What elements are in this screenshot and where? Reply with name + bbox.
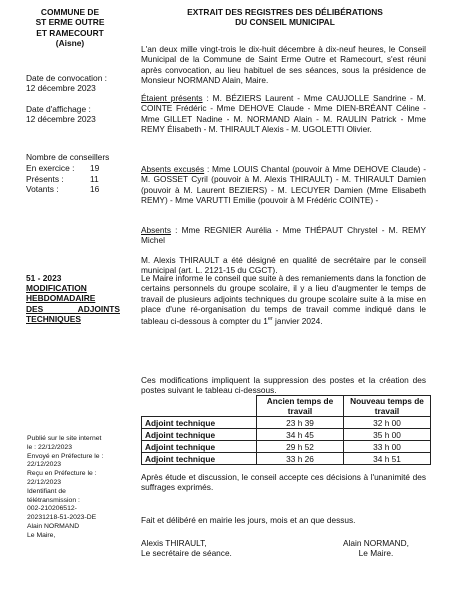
commune-line-1: COMMUNE DE (40, 7, 100, 17)
convocation-label: Date de convocation : (26, 73, 108, 83)
count-label: Votants : (26, 184, 59, 195)
commune-line-2: ST ERME OUTRE (35, 17, 105, 28)
count-row (26, 184, 99, 195)
table-cell-new: 33 h 00 (344, 441, 431, 453)
title-line-1: EXTRAIT DES REGISTRES DES DÉLIBÉRATIONS (187, 7, 383, 17)
publication-info (27, 435, 122, 541)
table-cell-old: 33 h 26 (257, 453, 344, 465)
posts-table (141, 395, 431, 465)
deliberation-title-line: TECHNIQUES (26, 314, 81, 325)
table-cell-new: 32 h 00 (344, 417, 431, 429)
count-value: 16 (90, 184, 100, 195)
closing-paragraph: Fait et délibéré en mairie les jours, mois et an que dessus. (141, 515, 356, 525)
conseillers-label: Nombre de conseillers (26, 152, 110, 162)
secretaire-paragraph: M. Alexis THIRAULT a été désigné en qualité de secrétaire par le conseil municipal (art. L. 2121-15 du CGCT). (141, 255, 426, 276)
conseillers-counts (26, 163, 99, 195)
deliberation-number: 51 - 2023 (26, 273, 62, 283)
presents-text: : M. BÉZIERS Laurent - Mme CAUJOLLE Sandrine - M. COINTE Frédéric - Mme DEHOVE Claude - Mme DIEN-BRÉANT Céline - Mme GILLET Nadine - M. NORMAND Alain - M. RAULIN Patrick - Mme REMY Élisabeth - M. THIRAULT Alexis - M. UGOLETTI Olivier. (141, 93, 426, 134)
commune-line-4: (Aisne) (55, 38, 85, 49)
count-value: 11 (90, 173, 99, 184)
table-cell-new: 34 h 51 (344, 453, 431, 465)
affichage-label: Date d'affichage : (26, 104, 91, 114)
table-cell-old: 29 h 52 (257, 441, 344, 453)
table-header-new: Nouveau temps de travail (344, 396, 431, 417)
commune-line-3: ET RAMECOURT (36, 27, 104, 38)
excuses-text: : Mme LOUIS Chantal (pouvoir à Mme DEHOVE Claude) - M. GOSSET Cyril (pouvoir à M. Alexis THIRAULT) - M. THIRAULT Damien (pouvoir à M. Laurent BEZIERS) - M. LECUYER Damien (Mme Elisabeth REMY) - Mme VARUTTI Emilie (pouvoir à M Frédéric COINTE) - (141, 164, 426, 205)
para1-text: Le Maire informe le conseil que suite à des remaniements dans la fonction de certains personnels du groupe scolaire, il y a lieu d'augmenter le temps de travail de plusieurs adjoints techniques du groupe scolaire suite à la mise en place d'une ré-organisation du temps de travail comme indiqué dans le tableau ci-dessous à compter du 1 (141, 273, 426, 326)
excuses-label: Absents excusés (141, 164, 205, 174)
secretary-name: Alexis THIRAULT, (141, 538, 207, 548)
table-cell-new: 35 h 00 (344, 429, 431, 441)
absents-label: Absents (141, 225, 171, 235)
deliberation-paragraph-2: Ces modifications impliquent la suppression des postes et la création des postes suivant le tableau ci-dessous. (141, 375, 426, 396)
affichage-date: 12 décembre 2023 (26, 114, 96, 125)
publication-line: Identifiant de (27, 487, 66, 495)
table-cell-old: 34 h 45 (257, 429, 344, 441)
publication-line: 22/12/2023 (27, 461, 62, 469)
publication-line: 20231218-51-2023-DE (27, 514, 97, 522)
table-row (142, 453, 431, 465)
table-cell-label: Adjoint technique (142, 417, 257, 429)
table-cell-old: 23 h 39 (257, 417, 344, 429)
document-title (145, 7, 425, 28)
publication-line: 22/12/2023 (27, 478, 62, 486)
deliberation-title (26, 283, 120, 325)
publication-line: Envoyé en Préfecture le : (27, 452, 104, 460)
excuses-paragraph (141, 164, 426, 205)
count-label: Présents : (26, 173, 64, 184)
table-cell-label: Adjoint technique (142, 453, 257, 465)
publication-line: 002-210206512- (27, 505, 77, 513)
publication-line: Reçu en Préfecture le : (27, 470, 97, 478)
table-row (142, 441, 431, 453)
absents-paragraph (141, 225, 426, 246)
count-row (26, 174, 99, 185)
count-value: 19 (90, 163, 100, 173)
count-label: En exercice : (26, 163, 75, 173)
publication-line: Le Maire, (27, 531, 56, 539)
table-header-old: Ancien temps de travail (257, 396, 344, 417)
convocation-date: 12 décembre 2023 (26, 83, 96, 94)
table-row (142, 429, 431, 441)
deliberation-title-line: HEBDOMADAIRE (26, 293, 96, 304)
publication-line: Alain NORMAND (27, 522, 80, 530)
secretary-signature (141, 538, 232, 559)
title-line-2: DU CONSEIL MUNICIPAL (235, 17, 335, 28)
deliberation-title-line: DES ADJOINTS (26, 303, 120, 314)
table-cell-label: Adjoint technique (142, 441, 257, 453)
decision-paragraph: Après étude et discussion, le conseil accepte ces décisions à l'unanimité des suffrages exprimés. (141, 472, 426, 493)
presents-paragraph (141, 93, 426, 134)
intro-paragraph: L'an deux mille vingt-trois le dix-huit décembre à dix-neuf heures, le Conseil Municipal de la Commune de Saint Erme Outre et Ramecourt, s'est réuni après convocation, au lieu habituel de ses séances, sous la présidence de Monsieur NORMAND Alain, Maire. (141, 44, 426, 85)
commune-header (22, 7, 118, 49)
publication-line: télétransmission : (27, 496, 80, 504)
publication-line: le : 22/12/2023 (27, 443, 72, 451)
presents-label: Étaient présents (141, 93, 203, 103)
mayor-name: Alain NORMAND, (343, 538, 409, 548)
count-row (26, 163, 99, 174)
convocation-block (26, 73, 107, 94)
secretary-role: Le secrétaire de séance. (141, 548, 232, 559)
deliberation-title-line: MODIFICATION (26, 283, 87, 293)
table-cell-label: Adjoint technique (142, 429, 257, 441)
table-header-row (142, 396, 431, 417)
table-header-blank (142, 396, 257, 417)
affichage-block (26, 104, 96, 125)
mayor-role: Le Maire. (358, 548, 394, 559)
absents-text: : Mme REGNIER Aurélia - Mme THÉPAUT Chrystel - M. REMY Michel (141, 225, 426, 246)
para1-sup: er (267, 316, 273, 323)
publication-line: Publié sur le site internet (27, 435, 102, 442)
deliberation-paragraph-1 (141, 273, 426, 326)
table-row (142, 417, 431, 429)
mayor-signature (343, 538, 409, 559)
para1-text-end: janvier 2024. (272, 315, 323, 326)
